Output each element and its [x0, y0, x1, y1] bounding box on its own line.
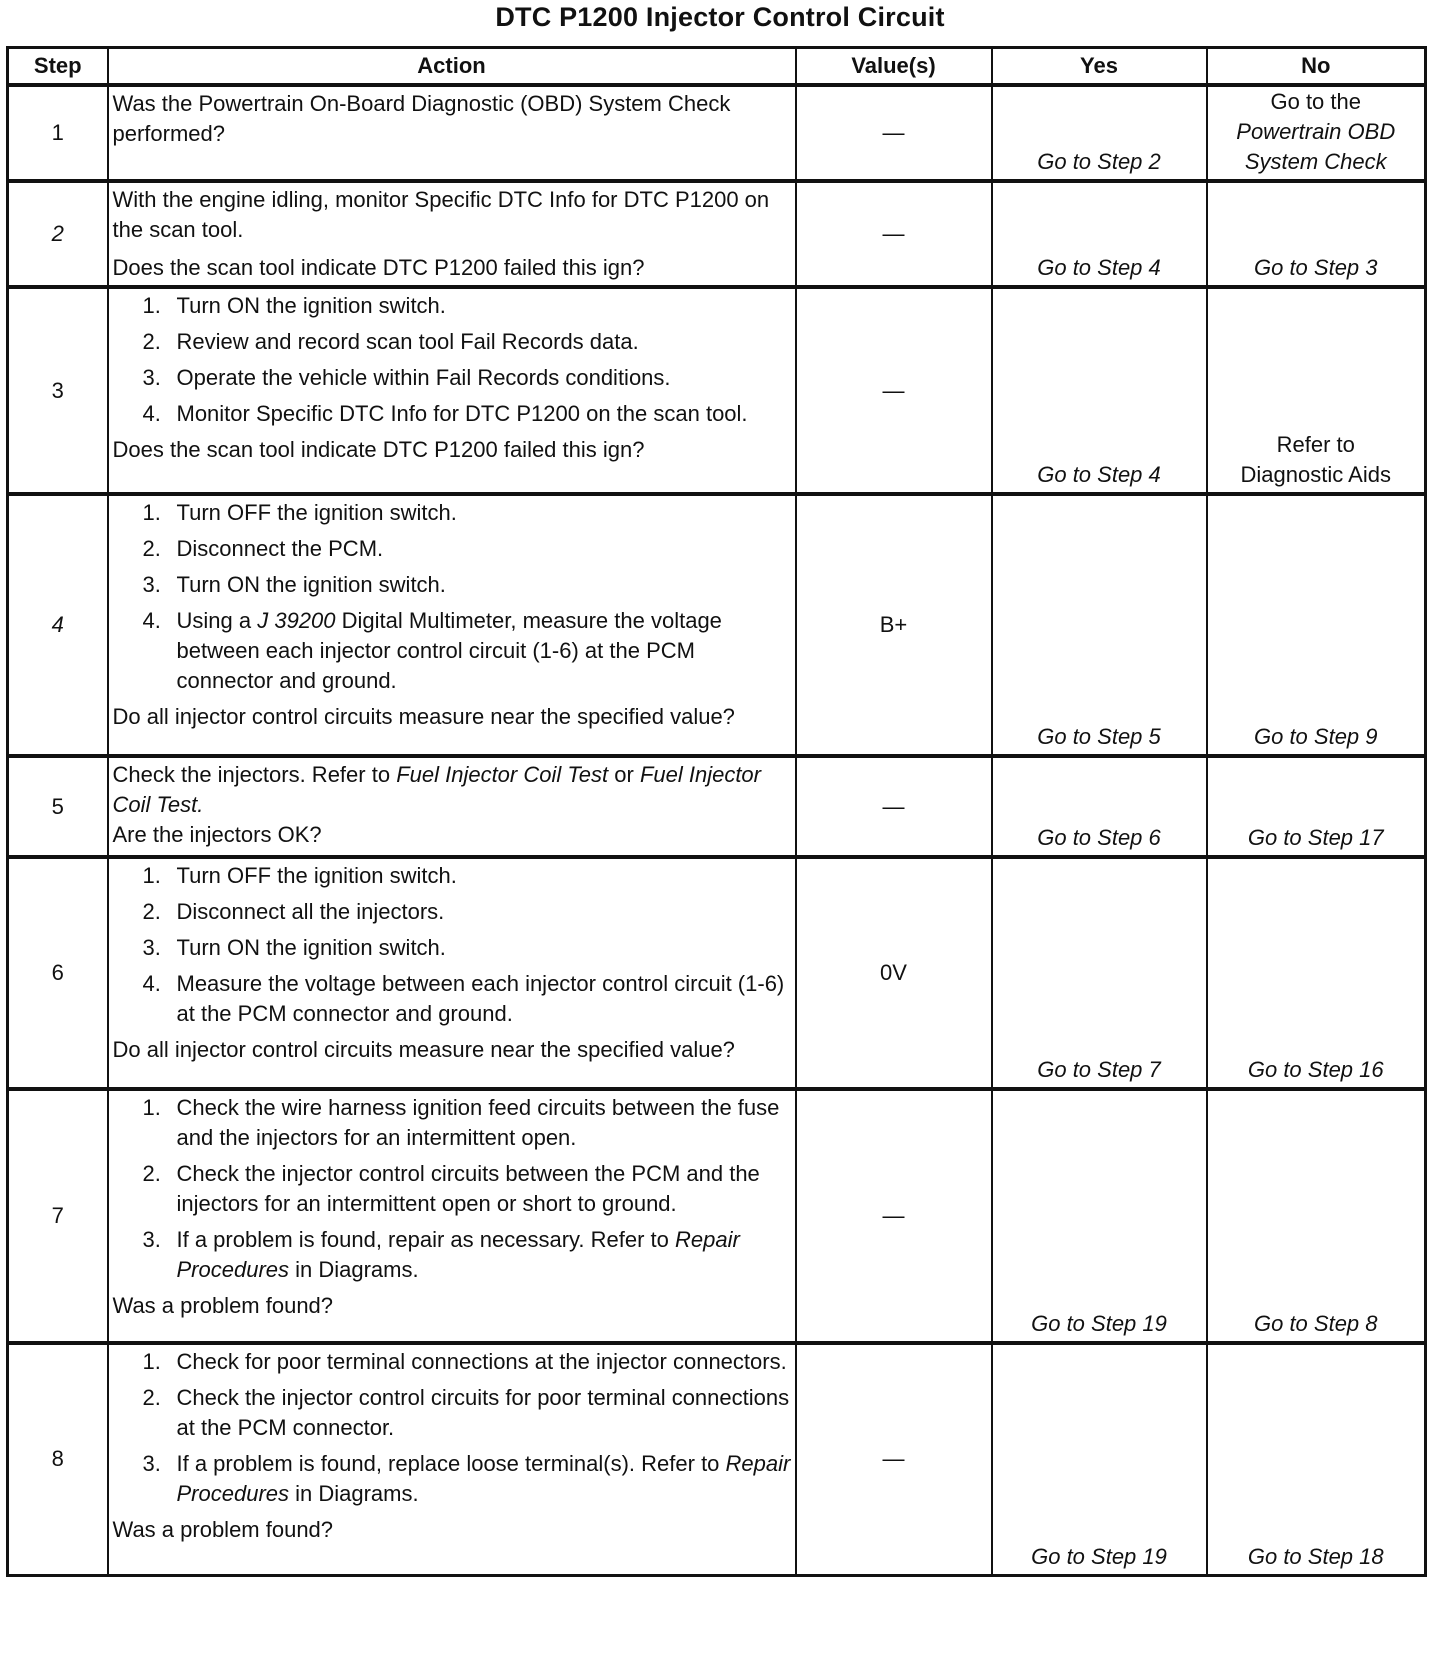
- yes-cell: Go to Step 6: [992, 756, 1207, 857]
- list-item: 4. Monitor Specific DTC Info for DTC P1200 on the scan tool.: [142, 401, 748, 426]
- list-item: 3. Turn ON the ignition switch.: [142, 935, 446, 960]
- action-text: Was the Powertrain On-Board Diagnostic (OBD) System Check performed?: [112, 91, 731, 146]
- yes-cell: Go to Step 4: [992, 181, 1207, 287]
- action-cell: [108, 857, 796, 1089]
- action-question: Was a problem found?: [112, 1293, 334, 1318]
- no-cell: [1207, 287, 1426, 494]
- value-cell: —: [796, 85, 992, 181]
- action-question: Does the scan tool indicate DTC P1200 failed this ign?: [112, 437, 645, 462]
- step-number: 3: [8, 287, 108, 494]
- no-line: System Check: [1244, 149, 1387, 174]
- action-cell: [108, 287, 796, 494]
- value-cell: —: [796, 1343, 992, 1575]
- diagnostic-table: [6, 46, 1427, 1577]
- action-question: Do all injector control circuits measure near the specified value?: [112, 1037, 735, 1062]
- table-row: [8, 1089, 1426, 1343]
- no-cell: Go to Step 16: [1207, 857, 1426, 1089]
- action-steps: [113, 1093, 793, 1285]
- action-steps: [113, 861, 793, 1029]
- header-values: Value(s): [796, 48, 992, 86]
- no-line: Refer to: [1276, 432, 1355, 457]
- action-cell: [108, 181, 796, 287]
- no-cell: Go to Step 9: [1207, 494, 1426, 756]
- page-title: DTC P1200 Injector Control Circuit: [495, 2, 945, 32]
- list-item: 1. Check for poor terminal connections at the injector connectors.: [142, 1349, 787, 1374]
- action-cell: [108, 494, 796, 756]
- no-cell: Go to Step 18: [1207, 1343, 1426, 1575]
- action-steps: [113, 1347, 793, 1509]
- list-item: 2. Check the injector control circuits between the PCM and the injectors for an intermittent open or short to ground.: [142, 1161, 760, 1216]
- yes-cell: Go to Step 7: [992, 857, 1207, 1089]
- action-question: Was a problem found?: [112, 1517, 334, 1542]
- step-number: 8: [8, 1343, 108, 1575]
- step-number: 5: [8, 756, 108, 857]
- action-steps: [113, 291, 793, 429]
- no-line: Powertrain OBD: [1236, 119, 1396, 144]
- table-row: [8, 1343, 1426, 1575]
- value-cell: —: [796, 756, 992, 857]
- list-item: 3. If a problem is found, replace loose terminal(s). Refer to Repair Procedures in Diagrams.: [142, 1451, 791, 1506]
- value-cell: —: [796, 287, 992, 494]
- step-number: 2: [8, 181, 108, 287]
- step-number: 4: [8, 494, 108, 756]
- table-row: [8, 857, 1426, 1089]
- action-question: Do all injector control circuits measure near the specified value?: [112, 704, 735, 729]
- header-action: Action: [108, 48, 796, 86]
- value-cell: —: [796, 1089, 992, 1343]
- yes-cell: Go to Step 5: [992, 494, 1207, 756]
- action-cell: [108, 756, 796, 857]
- yes-cell: Go to Step 2: [992, 85, 1207, 181]
- action-text: Check the injectors. Refer to Fuel Injector Coil Test or Fuel Injector Coil Test.: [112, 762, 761, 817]
- yes-cell: Go to Step 19: [992, 1343, 1207, 1575]
- action-steps: [113, 498, 793, 696]
- list-item: 4. Using a J 39200 Digital Multimeter, measure the voltage between each injector control circuit (1-6) at the PCM connector and ground.: [142, 608, 722, 693]
- list-item: 3. Turn ON the ignition switch.: [142, 572, 446, 597]
- list-item: 3. Operate the vehicle within Fail Records conditions.: [142, 365, 671, 390]
- action-cell: [108, 85, 796, 181]
- no-cell: Go to Step 17: [1207, 756, 1426, 857]
- table-row: [8, 287, 1426, 494]
- list-item: 4. Measure the voltage between each injector control circuit (1-6) at the PCM connector and ground.: [142, 971, 785, 1026]
- yes-cell: Go to Step 19: [992, 1089, 1207, 1343]
- header-row: [8, 48, 1426, 86]
- step-number: 7: [8, 1089, 108, 1343]
- action-cell: [108, 1343, 796, 1575]
- header-no: No: [1207, 48, 1426, 86]
- list-item: 2. Review and record scan tool Fail Records data.: [142, 329, 639, 354]
- action-question: Are the injectors OK?: [112, 822, 322, 847]
- value-cell: —: [796, 181, 992, 287]
- action-question: Does the scan tool indicate DTC P1200 failed this ign?: [112, 255, 645, 280]
- list-item: 2. Disconnect the PCM.: [142, 536, 384, 561]
- action-cell: [108, 1089, 796, 1343]
- no-line: Go to the: [1270, 89, 1361, 114]
- list-item: 1. Turn OFF the ignition switch.: [142, 500, 457, 525]
- no-cell: Go to Step 3: [1207, 181, 1426, 287]
- list-item: 1. Check the wire harness ignition feed circuits between the fuse and the injectors for an intermittent open.: [142, 1095, 780, 1150]
- table-row: [8, 494, 1426, 756]
- step-number: 1: [8, 85, 108, 181]
- list-item: 2. Check the injector control circuits for poor terminal connections at the PCM connector.: [142, 1385, 790, 1440]
- list-item: 3. If a problem is found, repair as necessary. Refer to Repair Procedures in Diagrams.: [142, 1227, 740, 1282]
- no-cell: Go to Step 8: [1207, 1089, 1426, 1343]
- list-item: 1. Turn ON the ignition switch.: [142, 293, 446, 318]
- action-text: With the engine idling, monitor Specific DTC Info for DTC P1200 on the scan tool.: [112, 187, 770, 242]
- list-item: 2. Disconnect all the injectors.: [142, 899, 445, 924]
- value-cell: B+: [796, 494, 992, 756]
- table-row: [8, 181, 1426, 287]
- list-item: 1. Turn OFF the ignition switch.: [142, 863, 457, 888]
- yes-cell: Go to Step 4: [992, 287, 1207, 494]
- step-number: 6: [8, 857, 108, 1089]
- value-cell: 0V: [796, 857, 992, 1089]
- header-yes: Yes: [992, 48, 1207, 86]
- table-row: [8, 85, 1426, 181]
- no-line: Diagnostic Aids: [1240, 462, 1391, 487]
- header-step: Step: [8, 48, 108, 86]
- table-row: [8, 756, 1426, 857]
- no-cell: [1207, 85, 1426, 181]
